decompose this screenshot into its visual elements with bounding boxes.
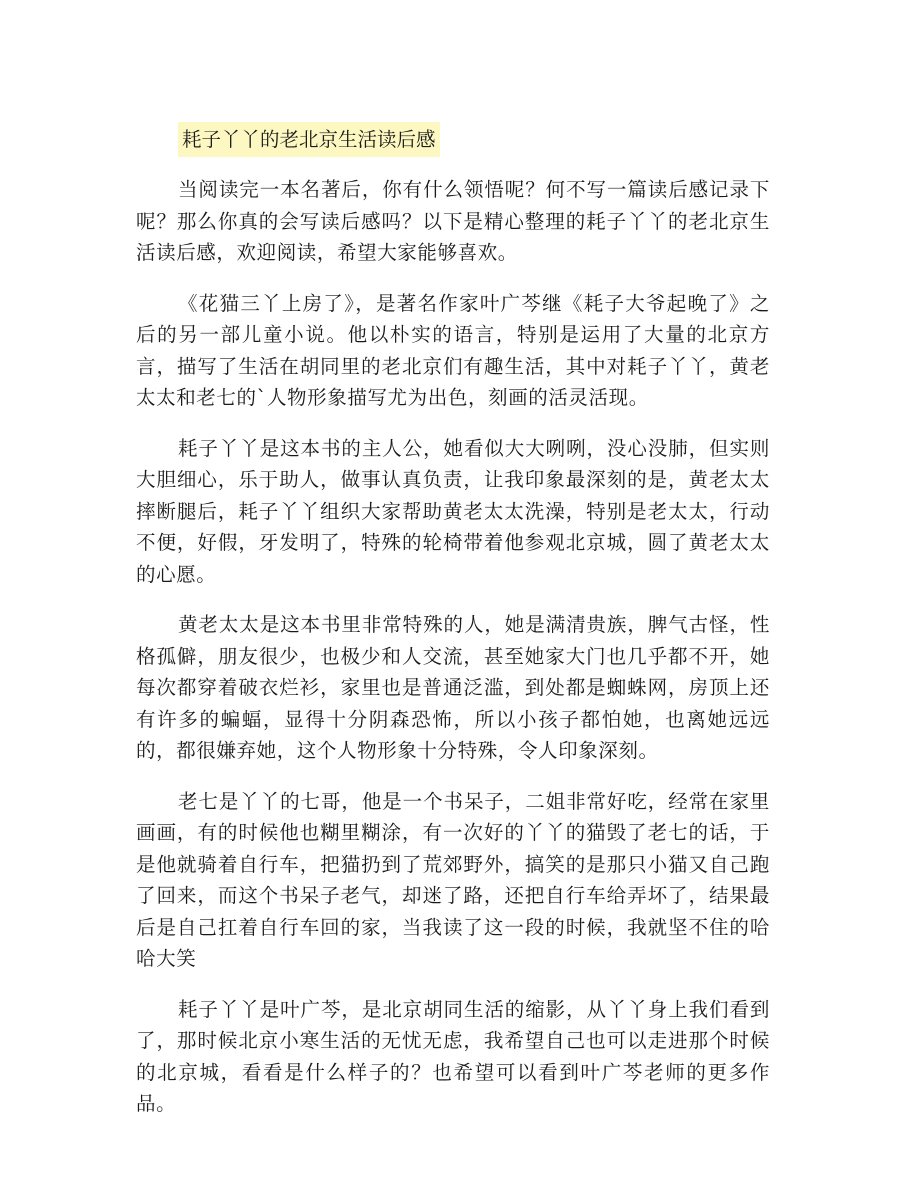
paragraph-huang-laotaitai: 黄老太太是这本书里非常特殊的人，她是满清贵族，脾气古怪，性格孤僻，朋友很少，也极少和人交流，甚至她家大门也几乎都不开，她每次都穿着破衣烂衫，家里也是普通泛滥，到处都是蜘蛛网，房顶上还有许多的蝙蝠，显得十分阴森恐怖，所以小孩子都怕她，也离她远远的，都很嫌弃她，这个人物形象十分特殊，令人印象深刻。 <box>136 613 770 762</box>
document-body <box>136 118 770 1139</box>
paragraph-laoqi: 老七是丫丫的七哥，他是一个书呆子，二姐非常好吃，经常在家里画画，有的时候他也糊里糊涂，有一次好的丫丫的猫毁了老七的话，于是他就骑着自行车，把猫扔到了荒郊野外，搞笑的是那只小猫又自己跑了回来，而这个书呆子老气，却迷了路，还把自行车给弄坏了，结果最后是自己扛着自行车回的家，当我读了这一段的时候，我就坚不住的哈哈大笑 <box>136 789 770 970</box>
title-highlight: 耗子丫丫的老北京生活读后感 <box>178 122 440 157</box>
paragraph-intro: 当阅读完一本名著后，你有什么领悟呢？何不写一篇读后感记录下呢？那么你真的会写读后感吗？以下是精心整理的耗子丫丫的老北京生活读后感，欢迎阅读，希望大家能够喜欢。 <box>136 178 770 264</box>
paragraph-haozi-yaya: 耗子丫丫是这本书的主人公，她看似大大咧咧，没心没肺，但实则大胆细心，乐于助人，做事认真负责，让我印象最深刻的是，黄老太太摔断腿后，耗子丫丫组织大家帮助黄老太太洗澡，特别是老太太，行动不便，好假，牙发明了，特殊的轮椅带着他参观北京城，圆了黄老太太的心愿。 <box>136 436 770 586</box>
paragraph-book-overview: 《花猫三丫上房了》，是著名作家叶广芩继《耗子大爷起晚了》之后的另一部儿童小说。他以朴实的语言，特别是运用了大量的北京方言，描写了生活在胡同里的老北京们有趣生活，其中对耗子丫丫，黄老太太和老七的`人物形象描写尤为出色，刻画的活灵活现。 <box>136 291 770 409</box>
document-title <box>136 118 770 162</box>
paragraph-conclusion: 耗子丫丫是叶广芩，是北京胡同生活的缩影，从丫丫身上我们看到了，那时候北京小寒生活的无忧无虑，我希望自己也可以走进那个时候的北京城，看看是什么样子的？也希望可以看到叶广芩老师的更多作品。 <box>136 997 770 1115</box>
